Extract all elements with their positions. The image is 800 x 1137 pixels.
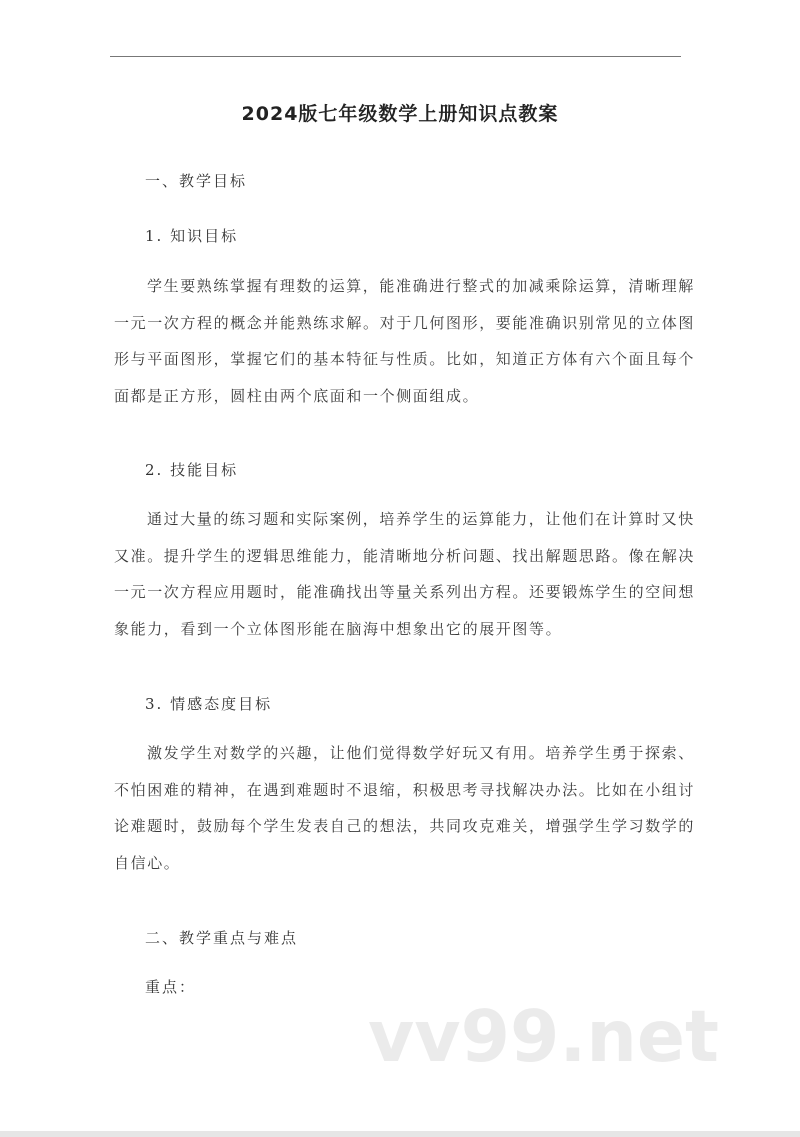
text-line: 一元一次方程的概念并能熟练求解。对于几何图形，要能准确识别常见的立体图	[114, 313, 696, 332]
paragraph-knowledge-goals	[114, 275, 696, 421]
header-rule	[110, 56, 681, 57]
text-line: 不怕困难的精神，在遇到难题时不退缩，积极思考寻找解决办法。比如在小组讨	[114, 780, 696, 799]
text-line: 形与平面图形，掌握它们的基本特征与性质。比如，知道正方体有六个面且每个	[114, 350, 696, 368]
watermark: vv99.net	[368, 995, 719, 1078]
page-bottom-edge	[0, 1131, 800, 1137]
section-heading-key-points: 二、教学重点与难点	[145, 929, 299, 947]
text-line: 学生要熟练掌握有理数的运算，能准确进行整式的加减乘除运算，清晰理解	[147, 277, 695, 295]
section-heading-teaching-goals: 一、教学目标	[145, 172, 248, 190]
subheading-skill-goals: 2. 技能目标	[145, 461, 239, 479]
document-title: 2024版七年级数学上册知识点教案	[241, 103, 559, 125]
text-line: 自信心。	[114, 853, 181, 872]
text-line: 象能力，看到一个立体图形能在脑海中想象出它的展开图等。	[114, 619, 563, 638]
subheading-knowledge-goals: 1. 知识目标	[145, 227, 239, 245]
subheading-attitude-goals: 3. 情感态度目标	[145, 695, 273, 713]
text-line: 论难题时，鼓励每个学生发表自己的想法，共同攻克难关，增强学生学习数学的	[114, 817, 696, 835]
text-line: 又准。提升学生的逻辑思维能力，能清晰地分析问题、找出解题思路。像在解决	[114, 546, 696, 565]
paragraph-skill-goals	[114, 508, 696, 654]
text-line: 一元一次方程应用题时，能准确找出等量关系列出方程。还要锻炼学生的空间想	[114, 583, 696, 601]
subheading-key-points: 重点：	[145, 978, 197, 996]
text-line: 面都是正方形，圆柱由两个底面和一个侧面组成。	[114, 386, 480, 405]
text-line: 通过大量的练习题和实际案例，培养学生的运算能力，让他们在计算时又快	[147, 510, 695, 528]
paragraph-attitude-goals	[114, 742, 696, 888]
text-line: 激发学生对数学的兴趣，让他们觉得数学好玩又有用。培养学生勇于探索、	[147, 744, 695, 762]
